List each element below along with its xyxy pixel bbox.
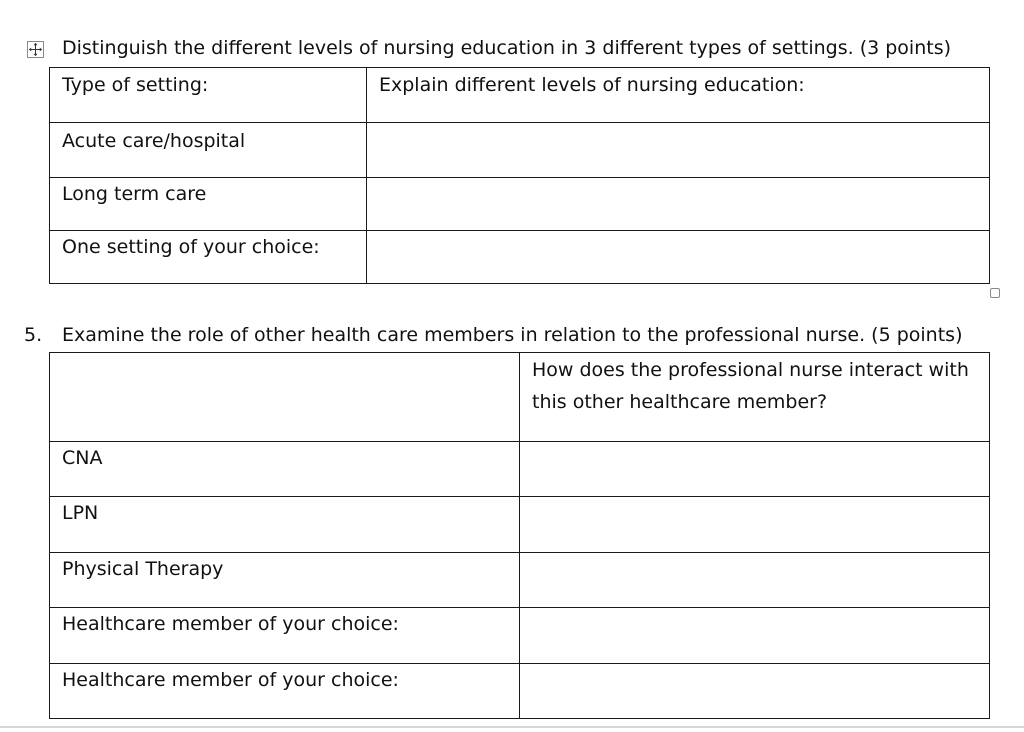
answer-cell[interactable] bbox=[520, 497, 990, 553]
table-move-handle-icon[interactable] bbox=[27, 41, 44, 58]
setting-cell: One setting of your choice: bbox=[50, 231, 367, 284]
answer-cell[interactable] bbox=[367, 123, 990, 178]
member-cell: Healthcare member of your choice: bbox=[50, 608, 520, 664]
header-type-of-setting: Type of setting: bbox=[50, 68, 367, 123]
member-cell: Healthcare member of your choice: bbox=[50, 664, 520, 719]
nursing-education-table bbox=[49, 67, 990, 284]
table-row bbox=[50, 231, 990, 284]
answer-cell[interactable] bbox=[520, 608, 990, 664]
answer-cell[interactable] bbox=[520, 553, 990, 608]
member-cell: CNA bbox=[50, 442, 520, 497]
header-explain-levels: Explain different levels of nursing education: bbox=[367, 68, 990, 123]
answer-cell[interactable] bbox=[367, 178, 990, 231]
header-blank bbox=[50, 353, 520, 442]
table-row bbox=[50, 608, 990, 664]
table-row bbox=[50, 553, 990, 608]
table-row bbox=[50, 497, 990, 553]
header-interaction-question: How does the professional nurse interact with this other healthcare member? bbox=[520, 353, 990, 442]
table-row bbox=[50, 442, 990, 497]
question-4-prompt: Distinguish the different levels of nursing education in 3 different types of settings. (3 points) bbox=[62, 37, 952, 59]
table-header-row bbox=[50, 353, 990, 442]
table-header-row bbox=[50, 68, 990, 123]
page-bottom-divider bbox=[0, 726, 1024, 728]
answer-cell[interactable] bbox=[367, 231, 990, 284]
setting-cell: Acute care/hospital bbox=[50, 123, 367, 178]
table-row bbox=[50, 123, 990, 178]
table-resize-handle-icon[interactable] bbox=[990, 288, 1000, 298]
answer-cell[interactable] bbox=[520, 664, 990, 719]
table-row bbox=[50, 178, 990, 231]
healthcare-members-table bbox=[49, 352, 990, 719]
setting-cell: Long term care bbox=[50, 178, 367, 231]
answer-cell[interactable] bbox=[520, 442, 990, 497]
question-5-number: 5. bbox=[24, 324, 43, 346]
question-5-prompt: Examine the role of other health care members in relation to the professional nurse. (5 points) bbox=[62, 324, 963, 346]
member-cell: Physical Therapy bbox=[50, 553, 520, 608]
table-row bbox=[50, 664, 990, 719]
member-cell: LPN bbox=[50, 497, 520, 553]
